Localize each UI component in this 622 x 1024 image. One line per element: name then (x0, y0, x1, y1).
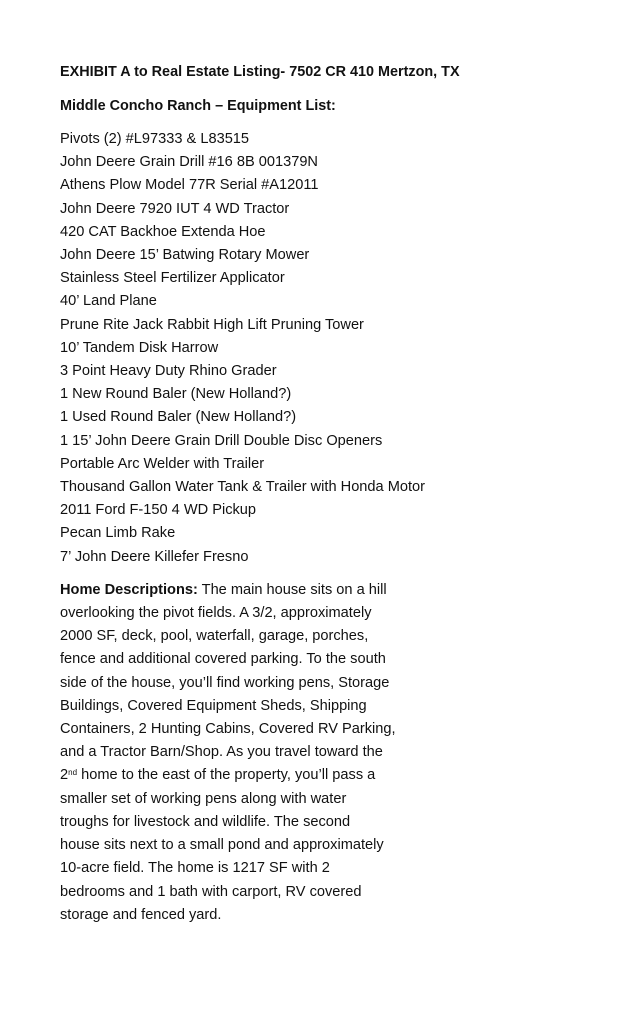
equipment-item: Athens Plow Model 77R Serial #A12011 (60, 177, 319, 194)
equipment-item: Thousand Gallon Water Tank & Trailer with Honda Motor (60, 479, 426, 496)
home-line (60, 764, 580, 787)
home-line (60, 579, 580, 602)
equipment-item: 1 Used Round Baler (New Holland?) (60, 409, 297, 426)
equipment-item: Pivots (2) #L97333 & L83515 (60, 131, 250, 147)
home-line: Containers, 2 Hunting Cabins, Covered RV Parking, (60, 721, 396, 738)
equipment-item: 1 15’ John Deere Grain Drill Double Disc Openers (60, 432, 383, 449)
ordinal-suffix: nd (68, 768, 78, 778)
home-line: Buildings, Covered Equipment Sheds, Shipping (60, 697, 367, 714)
equipment-item: Stainless Steel Fertilizer Applicator (60, 270, 285, 287)
ordinal-line-rest: home to the east of the property, you’ll pass a (77, 767, 376, 784)
home-line: side of the house, you’ll find working pens, Storage (60, 674, 390, 691)
home-line: troughs for livestock and wildlife. The second (60, 813, 351, 830)
home-line: house sits next to a small pond and approximately (60, 837, 384, 854)
equipment-item: Portable Arc Welder with Trailer (60, 455, 265, 472)
equipment-item: John Deere 7920 IUT 4 WD Tractor (60, 200, 290, 217)
home-descriptions-label: Home Descriptions: (60, 581, 198, 598)
equipment-item: 10’ Tandem Disk Harrow (60, 339, 219, 356)
equipment-list (60, 128, 580, 569)
equipment-item: Prune Rite Jack Rabbit High Lift Pruning Tower (60, 316, 364, 333)
document-page (60, 62, 580, 927)
equipment-item: 1 New Round Baler (New Holland?) (60, 386, 292, 403)
equipment-item: 420 CAT Backhoe Extenda Hoe (60, 223, 266, 240)
ordinal-number: 2 (60, 767, 69, 784)
equipment-item: John Deere 15’ Batwing Rotary Mower (60, 247, 310, 264)
exhibit-title: EXHIBIT A to Real Estate Listing- 7502 CR 410 Mertzon, TX (60, 64, 460, 80)
home-first-line-text: The main house sits on a hill (197, 581, 387, 598)
home-line: storage and fenced yard. (60, 906, 222, 923)
home-line: smaller set of working pens along with water (60, 790, 347, 807)
home-line: overlooking the pivot fields. A 3/2, approximately (60, 605, 372, 622)
equipment-item: 7’ John Deere Killefer Fresno (60, 548, 249, 565)
equipment-item: 2011 Ford F-150 4 WD Pickup (60, 502, 257, 519)
home-line: bedrooms and 1 bath with carport, RV covered (60, 883, 362, 900)
equipment-heading: Middle Concho Ranch – Equipment List: (60, 98, 336, 114)
equipment-item: 40’ Land Plane (60, 293, 157, 310)
home-line: and a Tractor Barn/Shop. As you travel toward the (60, 744, 383, 761)
home-descriptions (60, 579, 580, 927)
equipment-item: Pecan Limb Rake (60, 525, 176, 542)
home-line: 10-acre field. The home is 1217 SF with 2 (60, 860, 330, 877)
home-line: fence and additional covered parking. To the south (60, 651, 386, 668)
equipment-item: 3 Point Heavy Duty Rhino Grader (60, 363, 277, 380)
home-line: 2000 SF, deck, pool, waterfall, garage, porches, (60, 628, 369, 645)
equipment-item: John Deere Grain Drill #16 8B 001379N (60, 154, 318, 171)
